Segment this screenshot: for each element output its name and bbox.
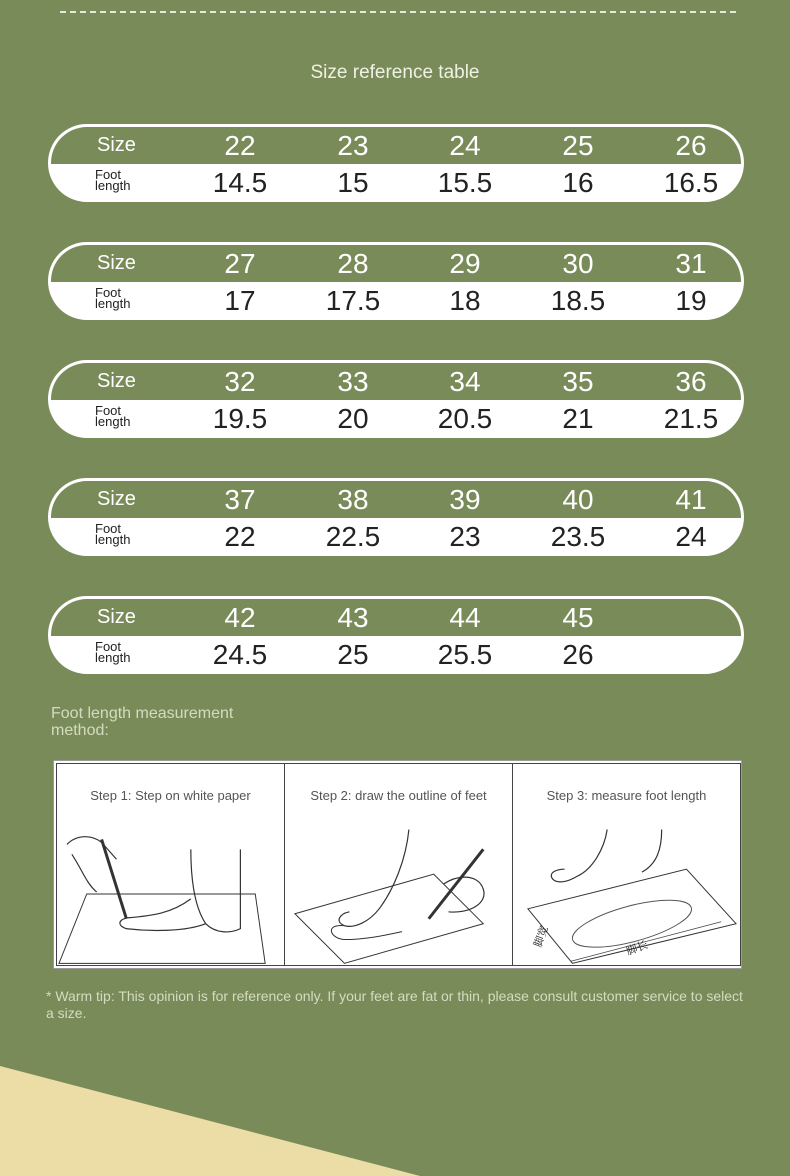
foot-length-cell: 15.5: [437, 167, 493, 198]
foot-label-line1: Foot: [95, 285, 122, 300]
foot-length-cell: 22: [224, 521, 256, 552]
size-row: [51, 481, 741, 518]
foot-length-row-label: [95, 641, 130, 663]
size-cell: 43: [337, 602, 369, 633]
size-table: [48, 360, 744, 438]
step-3-label: Step 3: measure foot length: [546, 788, 707, 803]
foot-label-line1: Foot: [95, 639, 122, 654]
foot-length-row-label: [95, 169, 130, 191]
step-1-label: Step 1: Step on white paper: [90, 788, 251, 803]
draw-outline-illustration: [285, 814, 512, 964]
foot-length-cell: 25: [337, 639, 369, 670]
step-3-panel: [512, 763, 741, 966]
foot-length-row: [51, 282, 741, 320]
size-row-label: Size: [97, 606, 136, 628]
foot-length-cell: 20: [337, 403, 369, 434]
foot-length-annotation: 脚长: [624, 939, 650, 958]
foot-length-cell: 14.5: [212, 167, 268, 198]
page-title: Size reference table: [310, 62, 480, 83]
warm-tip: * Warm tip: This opinion is for reference only. If your feet are fat or thin, please consult customer service to select a size.: [46, 988, 743, 1021]
size-table: [48, 478, 744, 556]
top-dashed-divider: [60, 11, 736, 13]
foot-length-cell: 20.5: [437, 403, 493, 434]
foot-length-cell: 19.5: [212, 403, 268, 434]
foot-length-cell: 24: [675, 521, 707, 552]
size-cell: 31: [675, 248, 707, 279]
foot-length-row: [51, 400, 741, 438]
foot-label-line1: Foot: [95, 167, 122, 182]
foot-length-row: [51, 636, 741, 674]
foot-label-line2: length: [95, 414, 131, 429]
size-cell: 32: [224, 366, 256, 397]
foot-label-line1: Foot: [95, 521, 122, 536]
foot-label-line2: length: [95, 178, 131, 193]
size-cell: 28: [337, 248, 369, 279]
foot-length-cell: 19: [675, 285, 707, 316]
foot-length-cell: 17.5: [325, 285, 381, 316]
size-table: [48, 124, 744, 202]
size-cell: 45: [562, 602, 594, 633]
step-1-panel: [56, 763, 285, 966]
foot-label-line2: length: [95, 296, 131, 311]
size-cell: 38: [337, 484, 369, 515]
step-2-panel: [284, 763, 513, 966]
foot-width-annotation: 脚宽: [532, 924, 551, 949]
size-row: [51, 599, 741, 636]
method-heading-line2: method:: [51, 722, 109, 739]
foot-length-cell: 16: [562, 167, 594, 198]
foot-label-line2: length: [95, 650, 131, 665]
size-cell: 37: [224, 484, 256, 515]
foot-length-cell: 15: [337, 167, 369, 198]
size-row-label: Size: [97, 370, 136, 392]
size-row: [51, 127, 741, 164]
size-cell: 26: [675, 130, 707, 161]
step-2-label: Step 2: draw the outline of feet: [310, 788, 487, 803]
foot-length-cell: 23: [449, 521, 481, 552]
foot-length-cell: 18: [449, 285, 481, 316]
size-cell: 23: [337, 130, 369, 161]
foot-label-line2: length: [95, 532, 131, 547]
measure-length-illustration: [513, 814, 740, 964]
foot-length-cell: 23.5: [550, 521, 606, 552]
method-heading-line1: Foot length measurement: [51, 705, 234, 722]
size-cell: 29: [449, 248, 481, 279]
size-cell: 44: [449, 602, 481, 633]
foot-length-cell: 25.5: [437, 639, 493, 670]
bottom-decorative-wedge: [0, 1060, 790, 1176]
size-cell: 22: [224, 130, 256, 161]
foot-length-cell: 18.5: [550, 285, 606, 316]
foot-length-cell: 17: [224, 285, 256, 316]
foot-label-line1: Foot: [95, 403, 122, 418]
foot-length-cell: 26: [562, 639, 594, 670]
size-cell: 39: [449, 484, 481, 515]
step-on-paper-illustration: [57, 814, 284, 964]
foot-length-cell: 24.5: [212, 639, 268, 670]
foot-length-cell: 21: [562, 403, 594, 434]
method-heading: [51, 705, 233, 739]
size-cell: 40: [562, 484, 594, 515]
size-cell: 27: [224, 248, 256, 279]
foot-length-cell: 22.5: [325, 521, 381, 552]
size-cell: 24: [449, 130, 481, 161]
size-row-label: Size: [97, 488, 136, 510]
size-row: [51, 363, 741, 400]
size-row: [51, 245, 741, 282]
foot-length-row-label: [95, 523, 130, 545]
size-cell: 35: [562, 366, 594, 397]
foot-length-cell: 16.5: [663, 167, 719, 198]
size-table: [48, 242, 744, 320]
foot-length-cell: 21.5: [663, 403, 719, 434]
foot-length-row: [51, 164, 741, 202]
size-row-label: Size: [97, 252, 136, 274]
size-cell: 34: [449, 366, 481, 397]
size-cell: 42: [224, 602, 256, 633]
foot-length-row: [51, 518, 741, 556]
size-table: [48, 596, 744, 674]
foot-length-row-label: [95, 287, 130, 309]
size-cell: 33: [337, 366, 369, 397]
size-cell: 36: [675, 366, 707, 397]
foot-length-row-label: [95, 405, 130, 427]
size-row-label: Size: [97, 134, 136, 156]
size-cell: 41: [675, 484, 707, 515]
measurement-steps: [53, 760, 742, 969]
size-cell: 25: [562, 130, 594, 161]
size-cell: 30: [562, 248, 594, 279]
